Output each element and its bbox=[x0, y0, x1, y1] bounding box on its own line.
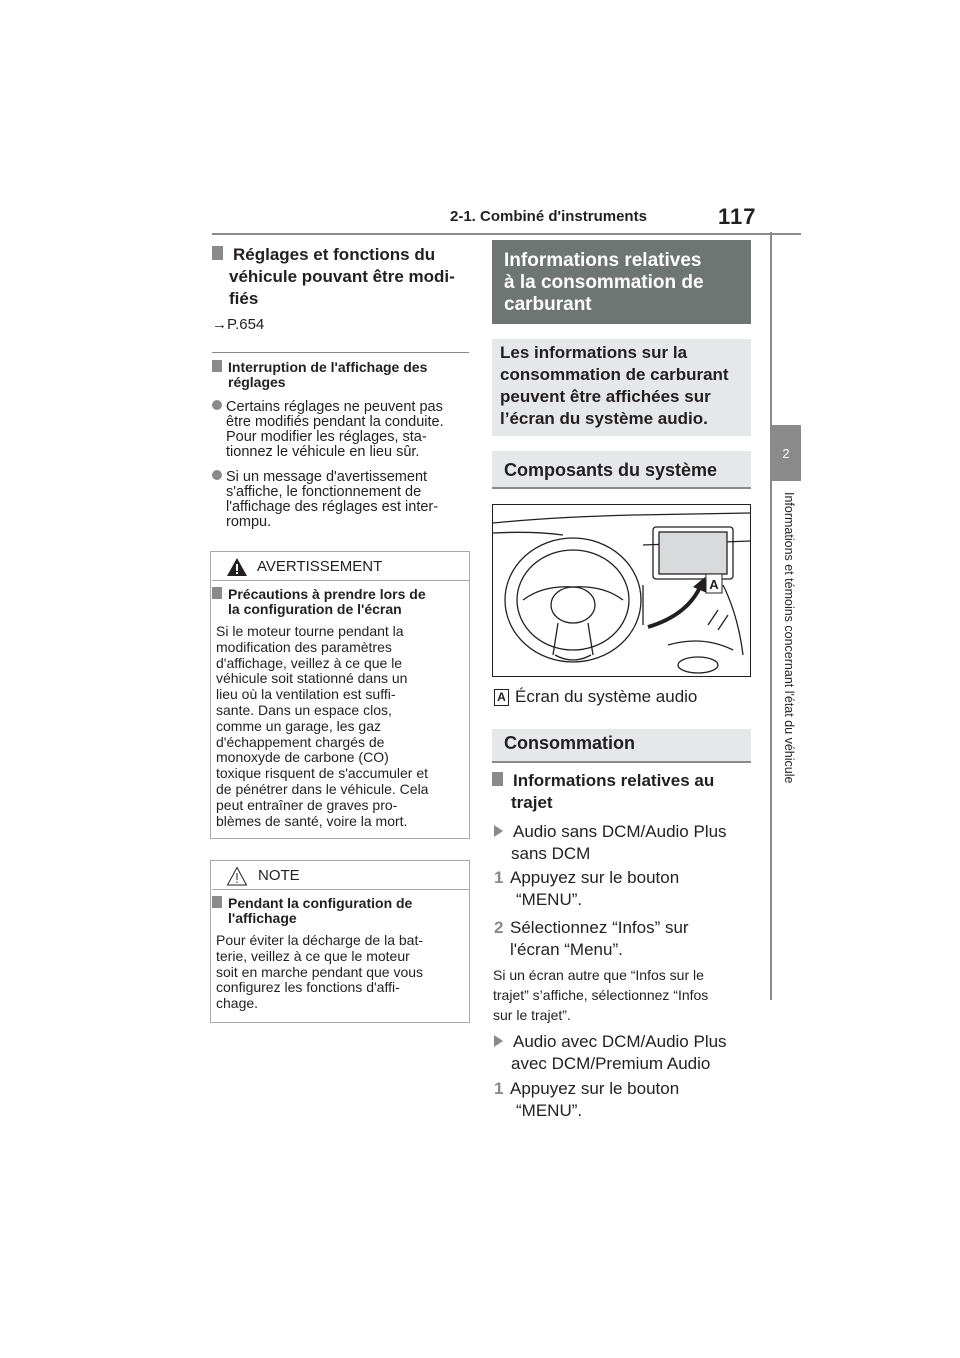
dashboard-illustration bbox=[492, 504, 751, 677]
square-bullet-icon bbox=[212, 246, 223, 260]
warning-title: AVERTISSEMENT bbox=[257, 558, 383, 575]
callout-a-label: A bbox=[494, 689, 509, 706]
chapter-title: Informations et témoins concernant l'état du véhicule bbox=[782, 492, 796, 784]
settings-heading: Réglages et fonctions du véhicule pouvant être modi- fiés bbox=[212, 244, 474, 310]
chapter-number: 2 bbox=[782, 445, 790, 461]
section-title: 2-1. Combiné d'instruments bbox=[450, 208, 647, 225]
step-1: 1 Appuyez sur le bouton “MENU”. bbox=[494, 868, 680, 909]
triangle-bullet-icon bbox=[494, 825, 503, 837]
warning-body: Si le moteur tourne pendant la modification des paramètres d'affichage, veillez à ce que le véhicule soit stationné dans un lieu où la ventilation est suffi- sante. Dans un espace clos, comme un garage, les gaz d'échappement chargés de monoxyde de carbone (CO) toxique risquent de s'accumuler et de pénétrer dans le véhicule. Cela peut entraîner de graves pro- blèmes de santé, voire la mort. bbox=[216, 623, 429, 829]
callout-a: A bbox=[709, 577, 719, 592]
triangle-bullet-icon bbox=[494, 1035, 503, 1047]
note-subheading: Pendant la configuration de l'affichage bbox=[212, 896, 456, 926]
page-number: 117 bbox=[718, 204, 757, 229]
square-bullet-icon bbox=[212, 360, 222, 372]
note-header bbox=[212, 861, 470, 890]
audio-type-1: Audio sans DCM/Audio Plus sans DCM bbox=[494, 821, 744, 865]
illustration-caption: A Écran du système audio bbox=[494, 686, 744, 708]
side-rule bbox=[770, 232, 772, 1000]
circle-bullet-icon bbox=[212, 470, 222, 480]
caution-triangle-icon bbox=[226, 866, 248, 886]
warning-triangle-icon bbox=[226, 557, 248, 577]
header-rule bbox=[212, 233, 801, 235]
fuel-info-section-title: Informations relatives à la consommation de carburant bbox=[492, 240, 751, 324]
divider bbox=[212, 352, 469, 353]
info-note: Si un écran autre que “Infos sur le trajet” s’affiche, sélectionnez “Infos sur le trajet”. bbox=[493, 967, 709, 1023]
chapter-tab bbox=[771, 425, 801, 481]
components-section-title: Composants du système bbox=[492, 451, 751, 489]
note-body: Pour éviter la décharge de la bat- terie, veillez à ce que le moteur soit en marche pendant que vous configurez les fonctions d'affi- chage. bbox=[216, 932, 424, 1012]
intro-text: Les informations sur la consommation de carburant peuvent être affichées sur l’écran du système audio. bbox=[500, 343, 729, 428]
note-title: NOTE bbox=[258, 867, 300, 884]
circle-bullet-icon bbox=[212, 400, 222, 410]
trip-heading: Informations relatives au trajet bbox=[492, 770, 742, 814]
warning-subheading: Précautions à prendre lors de la configuration de l'écran bbox=[212, 587, 456, 617]
square-bullet-icon bbox=[492, 772, 503, 786]
bullet-item: Certains réglages ne peuvent pas être modifiés pendant la conduite. Pour modifier les réglages, sta- tionnez le véhicule en lieu sûr. bbox=[212, 400, 474, 460]
interruption-subheading: Interruption de l'affichage des réglages bbox=[212, 360, 474, 390]
consumption-section-title: Consommation bbox=[492, 729, 751, 763]
square-bullet-icon bbox=[212, 587, 222, 599]
step-1b: 1 Appuyez sur le bouton “MENU”. bbox=[494, 1079, 680, 1120]
arrow-icon: → bbox=[212, 316, 227, 333]
bullet-item: Si un message d'avertissement s'affiche, le fonctionnement de l'affichage des réglages est inter- rompu. bbox=[212, 470, 474, 530]
page-reference-link[interactable]: →P.654 bbox=[212, 316, 265, 333]
audio-type-2: Audio avec DCM/Audio Plus avec DCM/Premium Audio bbox=[494, 1031, 744, 1075]
square-bullet-icon bbox=[212, 896, 222, 908]
step-2: 2 Sélectionnez “Infos” sur l'écran “Menu”. bbox=[494, 918, 689, 959]
